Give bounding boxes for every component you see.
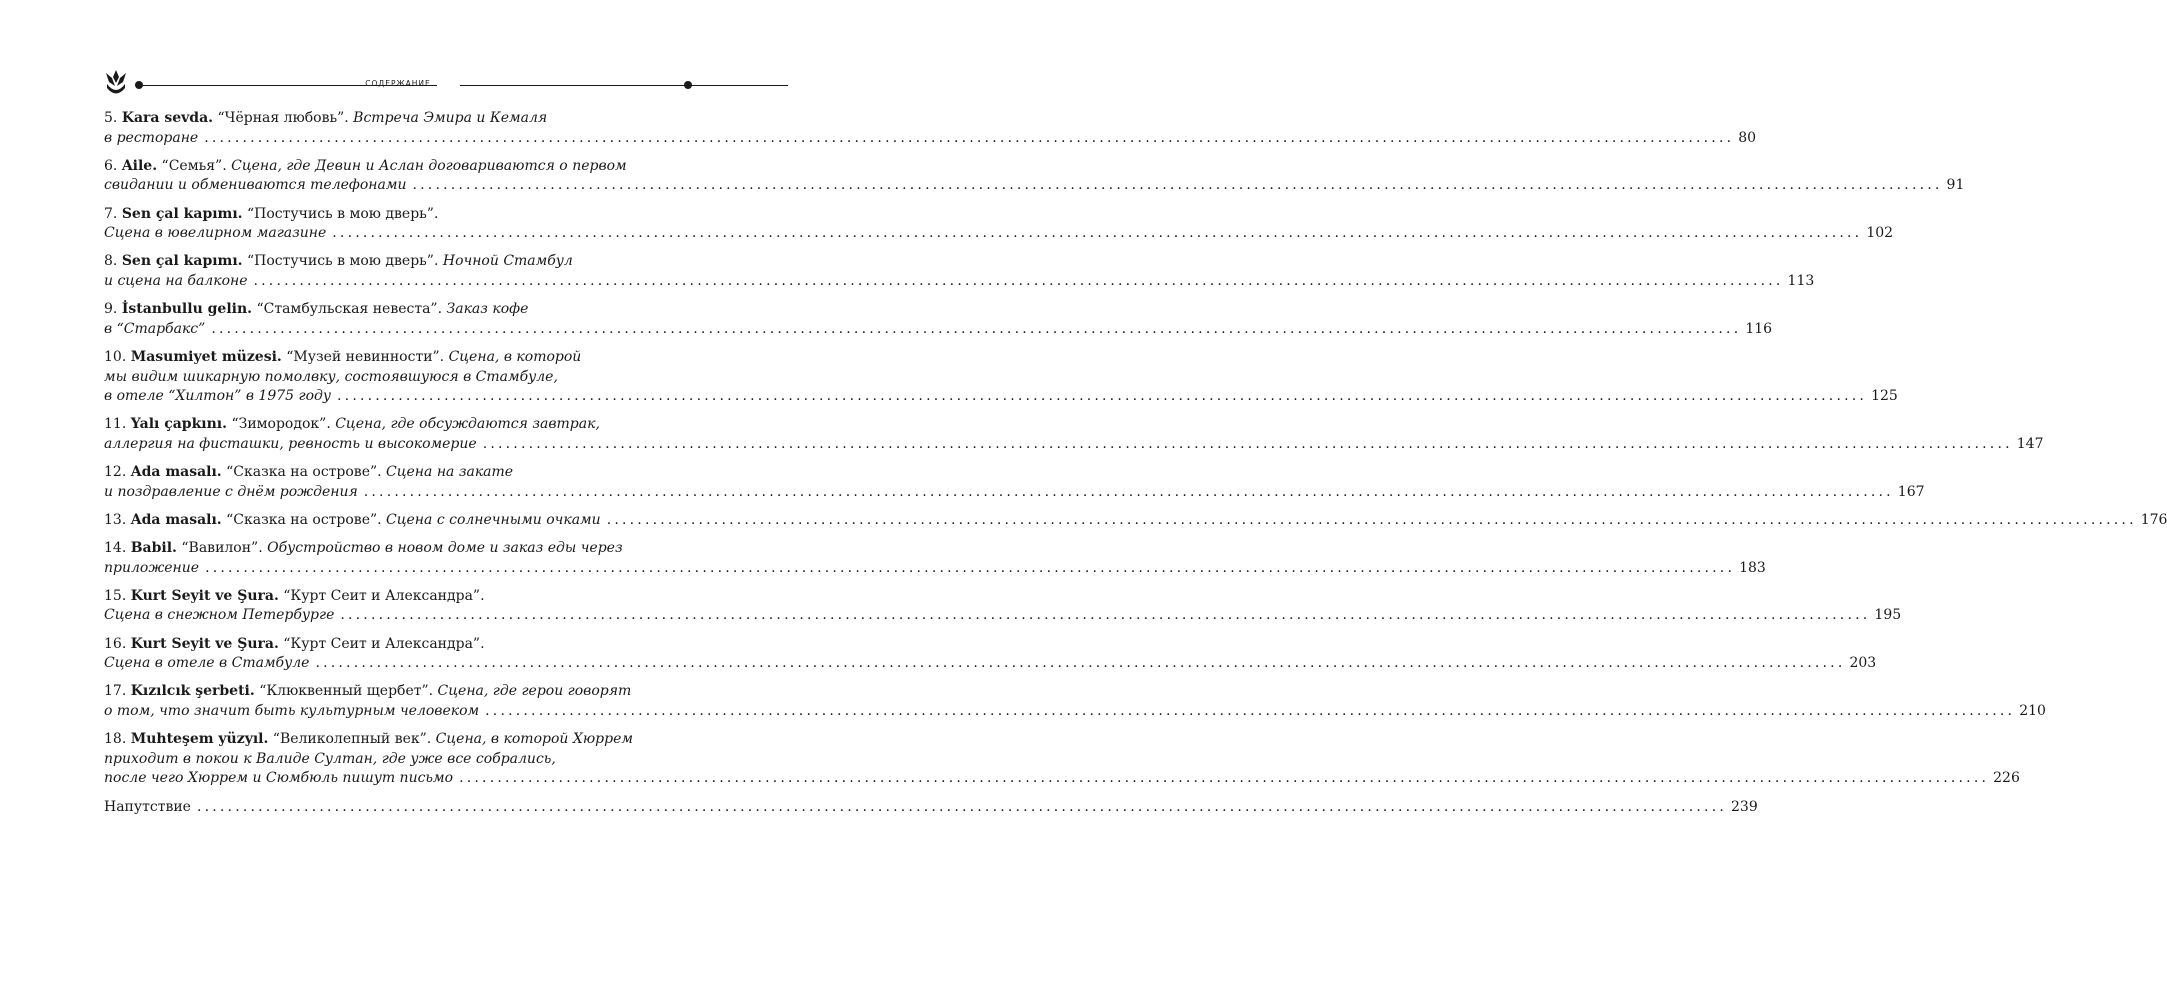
dot-leader: ........................................................................................................................................................................................................ [196, 798, 1727, 815]
toc-entry [104, 682, 2046, 721]
toc-entry-translation: “Курт Сеит и Александра”. [283, 635, 485, 652]
toc-entry-original-title: Babil. [130, 540, 177, 557]
toc-entry-original-title: Kara sevda. [121, 110, 214, 126]
toc-entry-line [104, 730, 691, 750]
page-number: 102 [1866, 225, 1894, 242]
page-header [103, 68, 693, 102]
page-number: 147 [2016, 435, 2044, 452]
toc-entry-number: 10. [104, 348, 127, 365]
dot-leader: ........................................................................................................................................................................................................ [363, 483, 1894, 500]
toc-entry-text [104, 272, 248, 292]
toc-entry-text [104, 224, 326, 244]
toc-entry-text [104, 387, 331, 407]
toc-entry-description: Заказ кофе [446, 301, 529, 318]
toc-entry-text [104, 702, 479, 722]
toc-entry-translation: “Стамбульская невеста”. [256, 301, 447, 318]
page-number: 125 [1871, 388, 1898, 405]
toc-entry-original-title: Muhteşem yüzyıl. [130, 731, 269, 748]
toc-entry-text [104, 769, 453, 789]
page-number: 226 [1993, 770, 2020, 787]
toc-entry-original-title: Yalı çapkını. [130, 416, 227, 433]
dot-leader: ........................................................................................................................................................................................................ [205, 559, 1736, 576]
toc-entry-translation: “Вавилон”. [181, 540, 268, 557]
toc-entry-description: Сцена, где Девин и Аслан договариваются о первом [231, 157, 627, 174]
toc-entry-description: после чего Хюррем и Сюмбюль пишут письмо [104, 770, 454, 787]
toc-entry-translation: “Сказка на острове”. [226, 464, 387, 481]
toc-entry-line [104, 368, 691, 388]
toc-entry-description: Сцена, в которой [448, 348, 582, 365]
toc-entry-line [104, 129, 1757, 149]
toc-entry [104, 415, 2044, 454]
toc-entry-text [104, 654, 309, 674]
dot-leader: ........................................................................................................................................................................................................ [606, 511, 2137, 528]
toc-entry-description: Сцена, где обсуждаются завтрак, [335, 416, 600, 433]
toc-entry-line [104, 654, 1877, 674]
toc-entry-line [104, 387, 1898, 407]
toc-entry-description: Сцена с солнечными очками [386, 511, 601, 528]
dot-leader: ........................................................................................................................................................................................................ [204, 129, 1735, 146]
toc-entry-line [104, 348, 691, 368]
toc-entry-line [104, 750, 691, 770]
toc-entry-description: и сцена на балконе [104, 272, 248, 289]
toc-entry-number: 15. [104, 587, 127, 604]
toc-entry-text [104, 320, 205, 340]
toc-entry-line [104, 320, 1773, 340]
dot-leader: ........................................................................................................................................................................................................ [482, 435, 2013, 452]
toc-entry-line [104, 463, 691, 483]
toc-entry-number: 7. [104, 205, 118, 222]
toc-entry-line [104, 682, 691, 702]
toc-entry-description: в “Старбакс” [104, 320, 206, 337]
toc-entry-number: 11. [104, 416, 127, 433]
dot-leader: ........................................................................................................................................................................................................ [211, 320, 1742, 337]
toc-entry-original-title: Sen çal kapımı. [121, 205, 243, 222]
toc-entry-translation: “Постучись в мою дверь”. [247, 253, 443, 270]
toc-entry-number: 5. [104, 110, 118, 126]
toc-entry-line [104, 224, 1894, 244]
toc-entry-line [104, 769, 2020, 789]
page-number: 195 [1874, 607, 1902, 624]
toc-entry-number: 17. [104, 683, 127, 700]
toc-entry [104, 730, 2020, 789]
toc-entry-line [104, 511, 2167, 531]
dot-leader: ........................................................................................................................................................................................................ [340, 607, 1871, 624]
toc-entry-number: 18. [104, 731, 127, 748]
toc-entry-text [104, 129, 198, 149]
page-number: 116 [1745, 320, 1773, 337]
page-number: 113 [1787, 272, 1815, 289]
toc-entry-line [104, 300, 691, 320]
toc-entry-number: 6. [104, 157, 118, 174]
toc-entry-line [104, 539, 691, 559]
toc-entry-description: Ночной Стамбул [442, 253, 573, 270]
toc-entry-description: Сцена, в которой Хюррем [435, 731, 633, 748]
toc-entry-text [104, 606, 334, 626]
toc-entry [104, 205, 1894, 244]
toc-entry-translation: “Семья”. [161, 157, 232, 174]
toc-entry-line [104, 798, 1758, 818]
toc-entry [104, 300, 1773, 339]
toc-entry-line [104, 559, 1766, 579]
toc-entry-text [104, 798, 191, 818]
toc-entry [104, 511, 2167, 531]
page-number: 80 [1738, 129, 1757, 146]
page-number: 203 [1849, 655, 1877, 672]
toc-entry-number: 13. [104, 511, 127, 528]
toc-entry-description: приложение [104, 559, 200, 576]
toc-entry-number: 8. [104, 253, 118, 270]
toc-entry-description: в отеле “Хилтон” в 1975 году [104, 388, 332, 405]
toc-entry-description: Встреча Эмира и Кемаля [353, 110, 548, 126]
toc-entry-line [104, 157, 691, 177]
toc-entry-line [104, 176, 1965, 196]
toc-entry-line [104, 435, 2044, 455]
toc-entry-description: Сцена в снежном Петербурге [104, 607, 335, 624]
toc-entry-description: Сцена в ювелирном магазине [104, 225, 327, 242]
toc-entry-description: в ресторане [104, 129, 199, 146]
toc-entry [104, 635, 1877, 674]
toc-entry [104, 798, 1758, 818]
toc-entry-number: 9. [104, 301, 118, 318]
page-number: 167 [1897, 483, 1925, 500]
toc-entry-original-title: Kurt Seyit ve Şura. [130, 635, 279, 652]
page-number: 91 [1946, 177, 1965, 194]
table-of-contents [104, 109, 2167, 826]
dot-leader: ........................................................................................................................................................................................................ [332, 225, 1863, 242]
dot-leader: ........................................................................................................................................................................................................ [337, 388, 1868, 405]
toc-entry-line [104, 483, 1925, 503]
toc-entry [104, 109, 1757, 148]
toc-entry-translation: “Зимородок”. [231, 416, 336, 433]
toc-entry-description: Обустройство в новом доме и заказ еды через [267, 540, 623, 557]
toc-entry-description: о том, что значит быть культурным человеком [104, 702, 480, 719]
page-number: 176 [2140, 511, 2167, 528]
toc-entry-line [104, 415, 691, 435]
toc-entry-line [104, 635, 691, 655]
running-header-title: СОДЕРЖАНИЕ [365, 79, 431, 88]
toc-entry-translation: “Постучись в мою дверь”. [247, 205, 439, 222]
tulip-logo-icon [103, 68, 129, 98]
toc-entry-description: Сцена в отеле в Стамбуле [104, 655, 310, 672]
toc-entry-line [104, 252, 691, 272]
toc-entry-description: Сцена, где герои говорят [437, 683, 632, 700]
dot-leader: ........................................................................................................................................................................................................ [315, 655, 1846, 672]
toc-entry [104, 157, 1965, 196]
header-dot-left [135, 81, 143, 89]
toc-entry-original-title: Ada masalı. [130, 511, 222, 528]
header-dot-right [684, 81, 692, 89]
page-number: 210 [2019, 702, 2046, 719]
page-number: 239 [1731, 798, 1758, 815]
dot-leader: ........................................................................................................................................................................................................ [412, 177, 1943, 194]
toc-entry-original-title: Sen çal kapımı. [121, 253, 243, 270]
toc-entry-description: свидании и обмениваются телефонами [104, 177, 407, 194]
toc-entry-original-title: Masumiyet müzesi. [130, 348, 282, 365]
toc-entry [104, 252, 1815, 291]
toc-entry-text [104, 176, 407, 196]
toc-entry-text [104, 435, 477, 455]
toc-entry-translation: Напутствие [104, 798, 191, 815]
toc-entry-text [104, 483, 358, 503]
toc-entry [104, 348, 1898, 407]
toc-entry-number: 14. [104, 540, 127, 557]
toc-entry-description: приходит в покои к Валиде Султан, где уже все собрались, [104, 750, 556, 767]
dot-leader: ........................................................................................................................................................................................................ [485, 702, 2016, 719]
toc-entry-translation: “Курт Сеит и Александра”. [283, 587, 485, 604]
toc-entry-original-title: Kızılcık şerbeti. [130, 683, 255, 700]
toc-entry [104, 539, 1766, 578]
toc-entry-original-title: İstanbullu gelin. [121, 301, 253, 318]
toc-entry-description: аллергия на фисташки, ревность и высокомерие [104, 435, 477, 452]
toc-entry-line [104, 702, 2046, 722]
toc-entry-original-title: Kurt Seyit ve Şura. [130, 587, 279, 604]
toc-entry-text [104, 559, 199, 579]
toc-entry-translation: “Сказка на острове”. [226, 511, 387, 528]
page-number: 183 [1739, 559, 1766, 576]
toc-entry-original-title: Aile. [121, 157, 158, 174]
toc-entry-description: Сцена на закате [386, 464, 514, 481]
toc-entry-description: мы видим шикарную помолвку, состоявшуюся в Стамбуле, [104, 368, 558, 385]
toc-entry-translation: “Музей невинности”. [286, 348, 449, 365]
toc-entry-line [104, 109, 691, 129]
toc-entry-line [104, 587, 691, 607]
toc-entry-number: 12. [104, 464, 127, 481]
toc-entry-original-title: Ada masalı. [130, 464, 222, 481]
toc-entry-translation: “Клюквенный щербет”. [259, 683, 438, 700]
toc-entry-line [104, 606, 1902, 626]
toc-entry-text [104, 511, 601, 531]
dot-leader: ........................................................................................................................................................................................................ [253, 272, 1784, 289]
toc-entry-translation: “Чёрная любовь”. [217, 110, 354, 126]
toc-entry-translation: “Великолепный век”. [272, 731, 436, 748]
toc-entry-line [104, 205, 691, 225]
header-rule-right [460, 85, 788, 86]
toc-entry-description: и поздравление с днём рождения [104, 483, 358, 500]
toc-entry-number: 16. [104, 635, 127, 652]
toc-entry [104, 587, 1902, 626]
toc-entry [104, 463, 1925, 502]
dot-leader: ........................................................................................................................................................................................................ [459, 770, 1990, 787]
toc-entry-line [104, 272, 1815, 292]
